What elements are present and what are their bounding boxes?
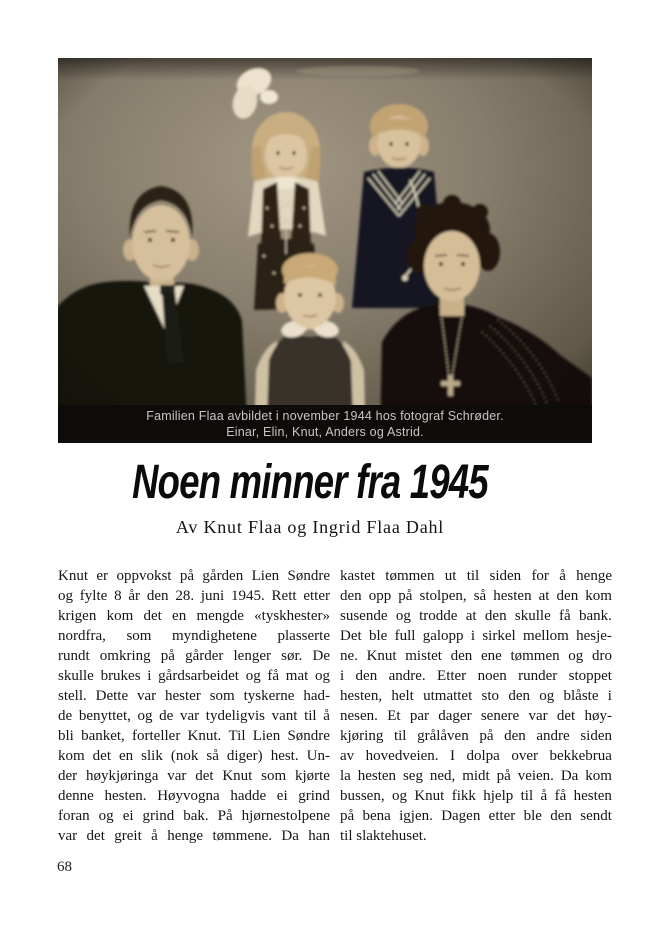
text-line: rundt omkring på gårder lenger sør. De xyxy=(58,648,330,664)
text-line: og fylte 8 år den 28. juni 1945. Rett etter xyxy=(58,588,330,604)
text-line: til slaktehuset. xyxy=(340,828,427,844)
family-photo xyxy=(58,58,592,443)
article-title: Noen minner fra 1945 xyxy=(132,456,488,509)
text-line: av hovedveien. I dolpa over bekkebrua xyxy=(340,748,612,764)
text-column-left xyxy=(58,566,330,846)
text-line: krigen kom det en mengde «tyskhester» xyxy=(58,608,330,624)
photo-caption xyxy=(58,405,592,443)
text-line: foran og ei grind bak. På hjørnestolpene xyxy=(58,808,330,824)
text-line: kastet tømmen ut til siden for å henge xyxy=(340,568,612,584)
text-line: var det greit å henge tømmene. Da han xyxy=(58,828,330,844)
article-byline: Av Knut Flaa og Ingrid Flaa Dahl xyxy=(175,517,445,537)
text-line: kjøring til grålåven på den andre siden xyxy=(340,728,612,744)
text-line: bussen, og Knut fikk hjelp til å få hesten xyxy=(340,788,612,804)
text-line: bli banket, forteller Knut. Til Lien Søndre xyxy=(58,728,330,744)
text-line: Knut er oppvokst på gården Lien Søndre xyxy=(58,568,330,584)
text-line: de benyttet, og de var tydeligvis vant til å xyxy=(58,708,330,724)
page-number: 68 xyxy=(57,859,72,875)
text-line: stell. Dette var hester som tyskerne had- xyxy=(58,688,330,704)
text-line: skulle brukes i gårdsarbeidet og få mat og xyxy=(58,668,330,684)
article-body xyxy=(58,566,612,846)
text-line: la hesten seg ned, midt på veien. Da kom xyxy=(340,768,612,784)
text-line: kom det en slik (nok så diger) hest. Un- xyxy=(58,748,330,764)
text-line: den opp på stolpen, så hesten at den kom xyxy=(340,588,612,604)
family-photo-illustration xyxy=(58,58,592,443)
photo-caption-line2: Einar, Elin, Knut, Anders og Astrid. xyxy=(226,425,424,439)
text-line: nordfra, som myndighetene plasserte xyxy=(58,628,330,644)
text-line: susende og trodde at den skulle få bank. xyxy=(340,608,612,624)
text-line: hesten, helt utmattet sto den og blåste i xyxy=(340,688,612,704)
text-line: ne. Knut mistet den ene tømmen og dro xyxy=(340,648,612,664)
text-line: nesen. Et par dager senere var det høy- xyxy=(340,708,612,724)
text-line: denne hesten. Høyvogna hadde ei grind xyxy=(58,788,330,804)
text-line: på bena igjen. Dagen etter ble den sendt xyxy=(340,808,612,824)
text-line: i den andre. Etter noen runder stoppet xyxy=(340,668,612,684)
text-column-right xyxy=(340,566,612,846)
photo-caption-line1: Familien Flaa avbildet i november 1944 hos fotograf Schrøder. xyxy=(146,409,504,423)
text-line: Det ble full galopp i sirkel mellom hesje- xyxy=(340,628,612,644)
text-line: der høykjøringa var det Knut som kjørte xyxy=(58,768,330,784)
